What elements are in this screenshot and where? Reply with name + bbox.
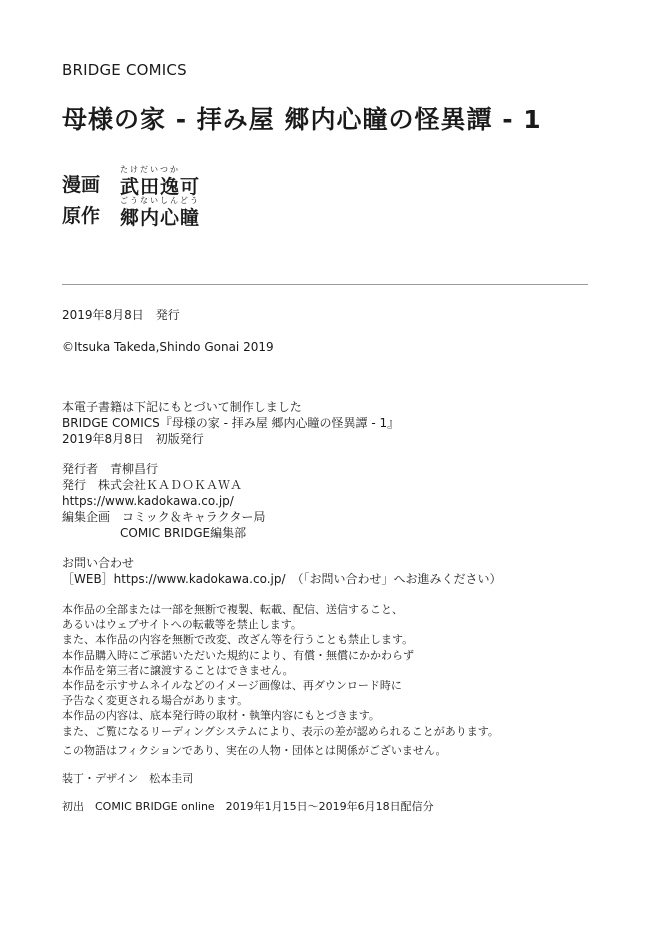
book-title: 母様の家 - 拝み屋 郷内心瞳の怪異譚 - 1 xyxy=(62,105,542,134)
notice-line: 本作品の全部または一部を無断で複製、転載、配信、送信すること、 xyxy=(62,603,403,616)
notice-line: 本作品の内容は、底本発行時の取材・執筆内容にもとづきます。 xyxy=(62,709,380,723)
inquiry-heading: お問い合わせ xyxy=(62,556,135,570)
credit-original-ruby: ごうないしんどう xyxy=(120,196,200,205)
section-divider xyxy=(62,284,588,285)
legal-notices xyxy=(62,602,499,739)
credit-original-name-group xyxy=(120,196,210,229)
publisher-info xyxy=(62,461,266,541)
series-name: BRIDGE COMICS xyxy=(62,61,187,79)
publisher-url-link[interactable]: https://www.kadokawa.co.jp/ xyxy=(62,494,234,508)
credit-manga-ruby: たけだいつか xyxy=(120,165,180,174)
inquiry-web-link[interactable]: ［WEB］https://www.kadokawa.co.jp/ （「お問い合わせ」へお進みください） xyxy=(62,572,502,586)
editorial-department: COMIC BRIDGE編集部 xyxy=(120,526,247,540)
inquiry-info xyxy=(62,555,502,587)
credit-manga-name: 武田逸可 xyxy=(120,176,201,198)
fiction-notice: この物語はフィクションであり、実在の人物・団体とは関係がございません。 xyxy=(62,744,447,757)
notice-line: 本作品購入時にご承諾いただいた規約により、有償・無償にかかわらず xyxy=(62,648,414,662)
ebook-basis-line: BRIDGE COMICS『母様の家 - 拝み屋 郷内心瞳の怪異譚 - 1』 xyxy=(62,416,400,430)
notice-line: また、ご覧になるリーディングシステムにより、表示の差が認められることがあります。 xyxy=(62,724,499,738)
notice-line: 本作品を第三者に譲渡することはできません。 xyxy=(62,663,294,677)
credit-original-label: 原作 xyxy=(62,205,101,227)
ebook-basis-line: 本電子書籍は下記にもとづいて制作しました xyxy=(62,400,302,414)
publisher-person: 発行者 青柳昌行 xyxy=(62,462,159,476)
copyright: ©Itsuka Takeda,Shindo Gonai 2019 xyxy=(62,340,274,354)
notice-line: また、本作品の内容を無断で改変、改ざん等を行うことも禁止します。 xyxy=(62,633,414,647)
editorial-division: 編集企画 コミック＆キャラクター局 xyxy=(62,510,266,524)
credit-original-name: 郷内心瞳 xyxy=(120,207,201,229)
publication-date: 2019年8月8日 発行 xyxy=(62,308,180,322)
notice-line: 本作品を示すサムネイルなどのイメージ画像は、再ダウンロード時に xyxy=(62,679,402,693)
notice-line: 予告なく変更される場合があります。 xyxy=(62,694,249,708)
first-appearance: 初出 COMIC BRIDGE online 2019年1月15日～2019年6月18日配信分 xyxy=(62,800,434,813)
credit-manga-label: 漫画 xyxy=(62,174,101,196)
publisher-company: 発行 株式会社ＫＡＤＯＫＡＷＡ xyxy=(62,478,243,492)
notice-line: あるいはウェブサイトへの転載等を禁止します。 xyxy=(62,618,302,632)
ebook-basis xyxy=(62,399,399,447)
design-credit: 装丁・デザイン 松本圭司 xyxy=(62,772,194,785)
ebook-basis-line: 2019年8月8日 初版発行 xyxy=(62,432,204,446)
